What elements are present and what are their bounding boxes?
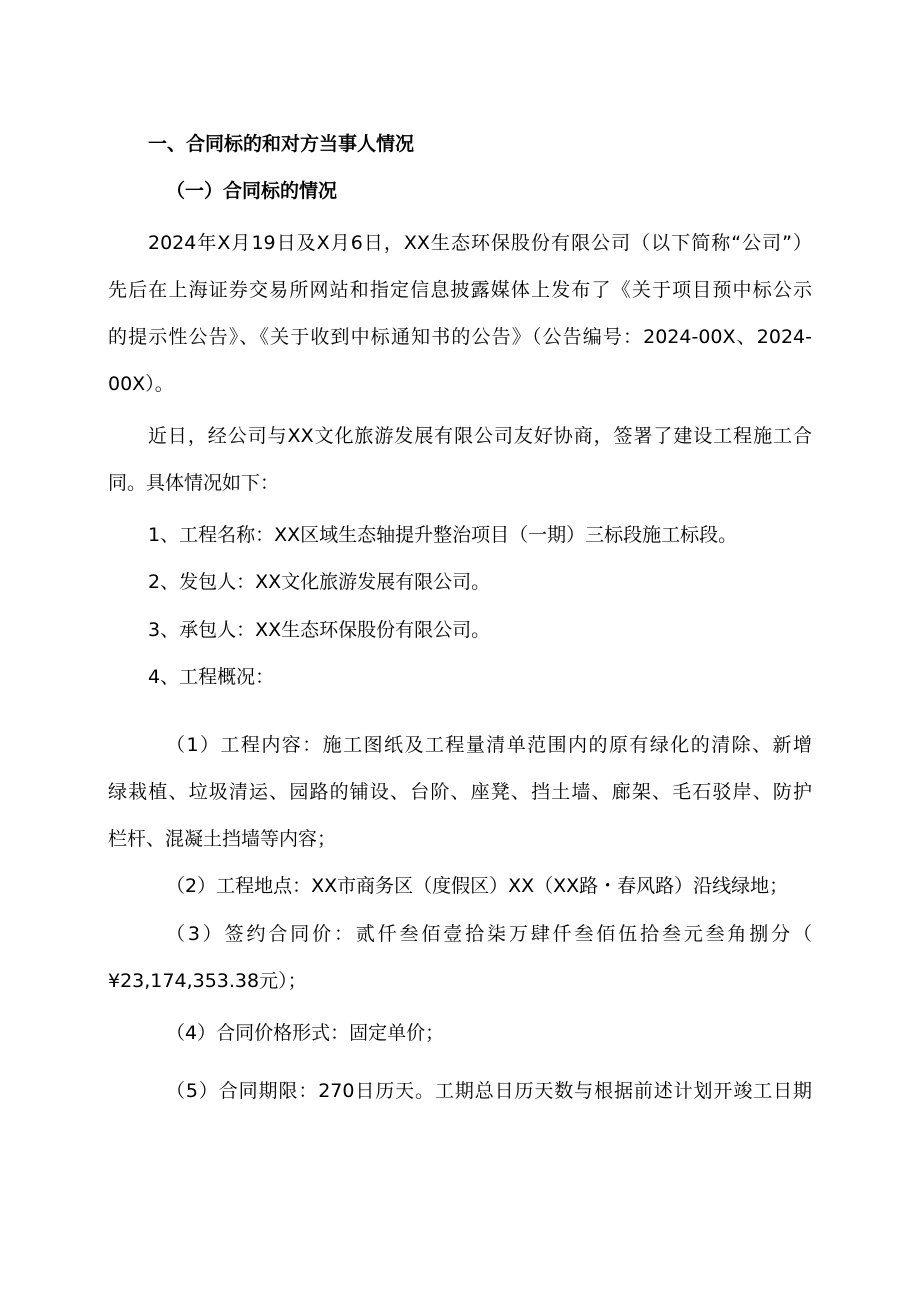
section-heading: 一、合同标的和对方当事人情况: [148, 133, 415, 155]
item-project-name: 1、工程名称：XX区域生态轴提升整治项目（一期）三标段施工标段。: [148, 524, 738, 546]
paragraph-1-line-4: 00X）。: [108, 373, 174, 395]
paragraph-2-line-2: 同。具体情况如下：: [108, 472, 280, 494]
sub-item-1-line-3: 栏杆、混凝土挡墙等内容；: [108, 828, 337, 850]
paragraph-1-line-1: 2024年X月19日及X月6日，XX生态环保股份有限公司（以下简称“公司”）: [148, 232, 812, 254]
paragraph-2-line-1: 近日，经公司与XX文化旅游发展有限公司友好协商，签署了建设工程施工合: [148, 425, 812, 447]
sub-item-3-line-2: ¥23,174,353.38元）；: [108, 970, 307, 992]
item-contractor: 3、承包人：XX生态环保股份有限公司。: [148, 619, 491, 641]
sub-item-1-line-2: 绿栽植、垃圾清运、园路的铺设、台阶、座凳、挡土墙、廊架、毛石驳岸、防护: [108, 781, 812, 803]
paragraph-1-line-2: 先后在上海证券交易所网站和指定信息披露媒体上发布了《关于项目预中标公示: [108, 279, 812, 301]
paragraph-1-line-3: 的提示性公告》、《关于收到中标通知书的公告》（公告编号：2024-00X、2024-: [108, 326, 812, 348]
sub-item-5: （5）合同期限：270日历天。工期总日历天数与根据前述计划开竣工日期: [166, 1080, 812, 1102]
sub-item-4: （4）合同价格形式：固定单价；: [166, 1022, 445, 1044]
item-project-overview: 4、工程概况：: [148, 666, 275, 688]
sub-item-2: （2）工程地点：XX市商务区（度假区）XX（XX路・春风路）沿线绿地；: [166, 875, 789, 897]
sub-item-1-line-1: （1）工程内容：施工图纸及工程量清单范围内的原有绿化的清除、新增: [166, 734, 812, 756]
item-employer: 2、发包人：XX文化旅游发展有限公司。: [148, 571, 491, 593]
sub-item-3-line-1: （3）签约合同价：贰仟叁佰壹拾柒万肆仟叁佰伍拾叁元叁角捌分（: [166, 923, 812, 945]
subsection-heading: （一）合同标的情况: [166, 180, 338, 202]
